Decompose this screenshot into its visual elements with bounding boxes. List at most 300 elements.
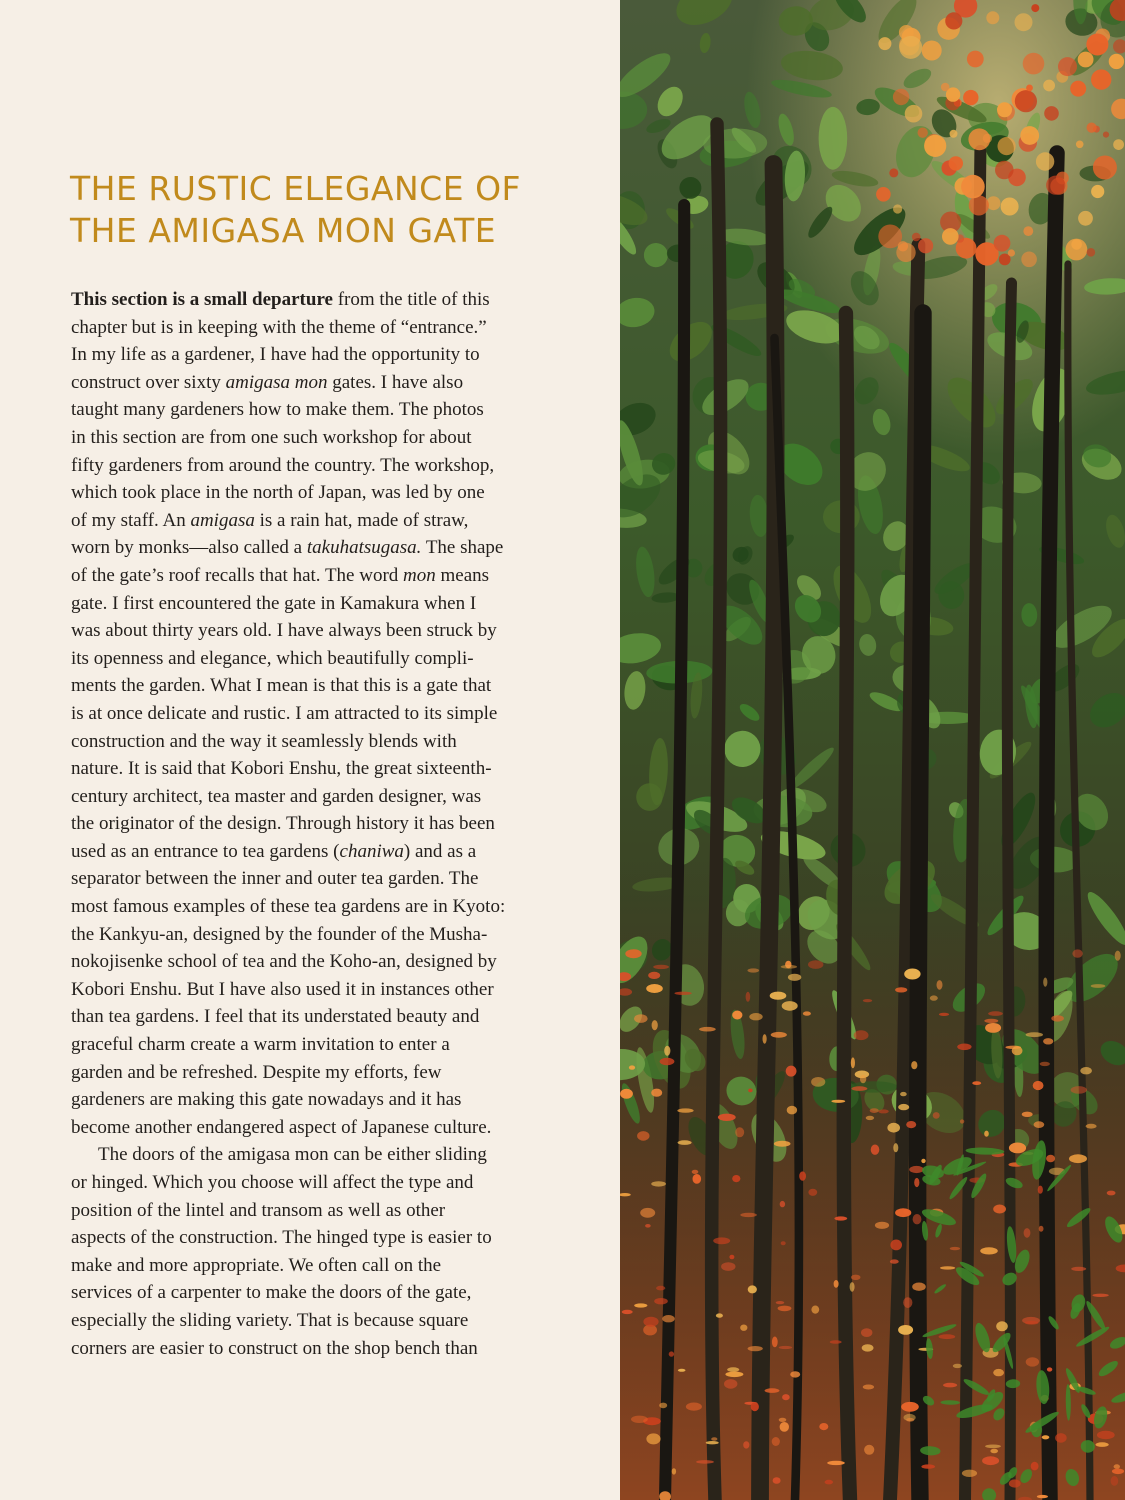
fallen-leaf [625,949,641,958]
fallen-leaf [770,992,787,1000]
text-run: especially the sliding variety. That is because square [71,1309,469,1331]
fallen-leaf [803,1011,811,1015]
maple-leaf [1031,4,1039,12]
text-line [71,562,571,590]
fallen-leaf [678,1140,692,1145]
fallen-leaf [629,1065,635,1069]
text-run: in this section are from one such workshop for about [71,426,472,448]
fallen-leaf [866,1116,874,1120]
fallen-leaf [911,1061,917,1069]
maple-leaf [1066,239,1088,261]
text-run: The doors of the amigasa mon can be either sliding [98,1144,487,1166]
text-line [71,314,571,342]
maple-leaf [1091,69,1111,89]
fallen-leaf [993,1205,1006,1214]
fallen-leaf [672,1468,676,1474]
fallen-leaf [939,1013,949,1016]
fallen-leaf [1107,1191,1116,1196]
maple-leaf [1036,152,1054,170]
fallen-leaf [674,992,691,995]
fallen-leaf [634,1303,647,1307]
fallen-leaf [1051,1015,1064,1021]
text-run: position of the lintel and transom as well as other [71,1199,446,1221]
fallen-leaf [893,1143,898,1152]
text-line [71,810,571,838]
fallen-leaf [1009,1479,1021,1487]
maple-leaf [997,102,1012,117]
fallen-leaf [850,1282,855,1292]
fallen-leaf [693,1174,702,1184]
maple-leaf [995,161,1014,180]
text-run: services of a carpenter to make the doors of the gate, [71,1282,472,1304]
italic-term: amigasa mon [225,371,328,393]
fallen-leaf [990,1449,998,1454]
maple-leaf [1086,34,1108,56]
maple-leaf [1078,211,1093,226]
maple-leaf [994,235,1011,252]
italic-term: takuhatsugasa. [306,537,422,559]
title-line-1: THE RUSTIC ELEGANCE OF [70,169,522,208]
text-run: gates. I have also [327,371,464,393]
fallen-leaf [914,1178,919,1187]
fallen-leaf [953,1364,962,1368]
fallen-leaf [950,1247,960,1250]
maple-leaf [1076,141,1084,149]
text-run: separator between the inner and outer tea garden. The [71,868,479,890]
fallen-leaf [834,1216,847,1220]
text-line [71,1031,571,1059]
lead-in-bold: This section is a small departure [71,289,333,310]
maple-leaf [1087,123,1097,133]
text-line [71,590,571,618]
fallen-leaf [825,1480,833,1485]
text-line [71,948,571,976]
fallen-leaf [751,1402,759,1411]
italic-term: mon [403,564,436,586]
fallen-leaf [895,987,907,992]
fallen-leaf [646,1433,660,1444]
maple-leaf [1109,54,1124,69]
fallen-leaf [779,1346,792,1349]
maple-leaf [986,11,999,24]
fallen-leaf [740,1213,757,1217]
maple-leaf [1113,139,1124,150]
text-line [71,1252,571,1280]
text-line [71,976,571,1004]
text-line [71,1307,571,1335]
text-line [71,672,571,700]
fallen-leaf [732,1175,740,1182]
fallen-leaf [669,1351,674,1356]
fallen-leaf [660,1058,675,1065]
fallen-leaf [921,1464,935,1468]
fallen-leaf [1026,1357,1039,1366]
fallen-leaf [903,1297,912,1308]
text-run: from the title of this [332,289,490,310]
fallen-leaf [962,1470,977,1477]
fallen-leaf [1026,1032,1043,1037]
maple-leaf [950,130,958,138]
forest-photo-illustration [620,0,1125,1500]
forest-photo [620,0,1125,1500]
fallen-leaf [743,1441,749,1448]
maple-leaf [922,41,942,61]
text-run: aspects of the construction. The hinged type is easier to [71,1227,492,1249]
fallen-leaf [620,1089,633,1099]
fallen-leaf [776,1301,785,1304]
text-line [71,1335,571,1363]
text-run: is at once delicate and rustic. I am attracted to its simple [71,702,498,724]
maple-leaf [1001,198,1019,216]
fallen-leaf [1080,1067,1092,1074]
text-line [71,534,571,562]
fallen-leaf [875,1222,889,1229]
fallen-leaf [870,1108,879,1113]
fallen-leaf [1111,1476,1119,1486]
text-run: of the gate’s roof recalls that hat. The word [71,564,404,586]
maple-leaf [924,135,946,157]
italic-term: amigasa [190,509,255,531]
fallen-leaf [1034,1121,1045,1128]
fallen-leaf [747,968,759,972]
fallen-leaf [772,1437,780,1446]
fallen-leaf [831,1100,845,1103]
fallen-leaf [808,1189,817,1196]
fallen-leaf [898,1104,909,1110]
text-line [71,369,571,397]
fallen-leaf [640,1208,655,1218]
text-run: the Kankyu-an, designed by the founder of the Musha- [71,923,488,945]
text-line [71,1114,571,1142]
text-line [71,1003,571,1031]
maple-leaf [1021,251,1037,267]
text-line [71,700,571,728]
fallen-leaf [985,1445,1001,1449]
fallen-leaf [781,965,797,969]
fallen-leaf [771,1032,787,1038]
text-run: nokojisenke school of tea and the Koho-an, designed by [71,951,497,973]
fallen-leaf [811,1306,819,1314]
fallen-leaf [664,1046,670,1056]
fallen-leaf [904,969,920,980]
maple-leaf [899,36,922,59]
fallen-leaf [988,1011,1003,1016]
maple-leaf [1008,249,1015,256]
text-line [71,1059,571,1087]
maple-leaf [1078,52,1094,68]
maple-leaf [961,175,985,199]
text-run: garden and be refreshed. Despite my efforts, few [71,1061,442,1083]
fallen-leaf [718,1114,736,1121]
text-line [71,286,571,314]
maple-leaf [1070,81,1086,97]
fallen-leaf [654,1298,668,1304]
fallen-leaf [939,1334,956,1339]
fallen-leaf [864,1445,874,1455]
fallen-leaf [895,1208,911,1217]
fallen-leaf [1047,1367,1052,1371]
fallen-leaf [1096,1442,1109,1447]
fallen-leaf [1040,1062,1050,1066]
text-line [71,921,571,949]
text-line [71,424,571,452]
fallen-leaf [1037,1495,1048,1498]
text-run: taught many gardeners how to make them. The photos [71,399,484,421]
maple-leaf [918,128,928,138]
fallen-leaf [774,1141,791,1147]
fallen-leaf [646,984,663,993]
fallen-leaf [912,1283,926,1291]
maple-leaf [876,187,891,202]
text-run: Kobori Enshu. But I have also used it in instances other [71,978,494,1000]
fallen-leaf [696,1460,714,1464]
text-line [71,728,571,756]
fallen-leaf [765,1388,780,1393]
fallen-leaf [651,1089,662,1097]
text-run: than tea gardens. I feel that its understated beauty and [71,1006,480,1028]
text-line [71,893,571,921]
fallen-leaf [735,1127,744,1137]
fallen-leaf [863,999,872,1002]
fallen-leaf [906,1121,916,1128]
fallen-leaf [648,972,660,979]
text-line [71,1086,571,1114]
fallen-leaf [1086,1124,1097,1129]
maple-leaf [967,51,984,68]
fallen-leaf [622,1310,633,1314]
fallen-leaf [972,1081,981,1085]
fallen-leaf [940,1266,955,1269]
text-run: its openness and elegance, which beautifully compli- [71,647,474,669]
fallen-leaf [786,1066,797,1077]
fallen-leaf [749,1013,762,1020]
fallen-leaf [740,1325,747,1331]
section-title [70,168,590,252]
fallen-leaf [1031,1462,1039,1471]
text-run: construct over sixty [71,371,226,393]
maple-leaf [1046,176,1065,195]
fallen-leaf [678,1369,686,1372]
maple-leaf [949,156,963,170]
fallen-leaf [790,1371,800,1377]
fallen-leaf [787,1106,797,1115]
maple-leaf [1043,80,1055,92]
fallen-leaf [909,1166,924,1173]
tree-trunk [844,313,850,1500]
fallen-leaf [799,1171,806,1180]
fallen-leaf [780,1201,785,1207]
fallen-leaf [643,1317,658,1327]
fallen-leaf [772,1337,778,1348]
maple-leaf [1058,57,1077,76]
fallen-leaf [1071,1086,1087,1094]
fallen-leaf [996,1321,1008,1331]
fallen-leaf [890,1240,902,1251]
text-line [71,1141,571,1169]
fallen-leaf [900,1092,907,1096]
fallen-leaf [1042,1435,1050,1439]
fallen-leaf [637,1131,649,1141]
fallen-leaf [1092,1294,1108,1297]
fallen-leaf [686,1403,702,1411]
fallen-leaf [634,1014,648,1023]
fallen-leaf [1043,1038,1053,1044]
fallen-leaf [1097,1431,1115,1439]
fallen-leaf [779,1418,787,1422]
text-line [71,507,571,535]
fallen-leaf [732,1011,742,1020]
maple-leaf [968,128,990,150]
fallen-leaf [748,1089,752,1093]
fallen-leaf [656,1286,665,1291]
fallen-leaf [984,1019,998,1023]
fallen-leaf [781,1241,786,1245]
text-run: of my staff. An [71,509,191,531]
text-run: graceful charm create a warm invitation to enter a [71,1034,450,1056]
text-run: nature. It is said that Kobori Enshu, the great sixteenth- [71,758,492,780]
fallen-leaf [984,1131,989,1137]
fallen-leaf [851,1057,855,1068]
tree-trunk [1007,283,1011,1500]
fallen-leaf [692,1170,699,1174]
fallen-leaf [653,965,669,969]
maple-leaf [905,105,923,123]
maple-leaf [963,90,978,105]
text-run: In my life as a gardener, I have had the opportunity to [71,344,480,366]
fallen-leaf [778,1306,792,1312]
fallen-leaf [662,1315,675,1322]
fallen-leaf [937,980,943,990]
fallen-leaf [863,1385,874,1390]
fallen-leaf [862,1344,874,1351]
fallen-leaf [887,1123,900,1133]
text-run: which took place in the north of Japan, was led by one [71,482,485,504]
text-line [71,1224,571,1252]
fallen-leaf [713,1237,730,1244]
maple-leaf [1015,90,1037,112]
fallen-leaf [980,1247,998,1254]
fallen-leaf [1022,1112,1033,1117]
fallen-leaf [921,1159,925,1163]
maple-leaf [918,238,933,253]
maple-leaf [889,168,898,177]
fallen-leaf [631,1416,648,1423]
maple-leaf [1023,226,1033,236]
text-line [71,341,571,369]
fallen-leaf [724,1379,737,1389]
fallen-leaf [773,1477,781,1484]
text-line [71,396,571,424]
fallen-leaf [1009,1143,1026,1154]
fallen-leaf [763,1034,767,1044]
maple-leaf [1015,13,1033,31]
text-line [71,1169,571,1197]
maple-leaf [898,241,908,251]
maple-leaf [1020,126,1039,145]
text-run: ments the garden. What I mean is that this is a gate that [71,675,492,697]
fallen-leaf [985,1023,1001,1033]
text-run: chapter but is in keeping with the theme of “entrance.” [71,316,487,338]
fallen-leaf [1069,1154,1087,1163]
fallen-leaf [1091,984,1106,988]
fallen-leaf [943,1383,957,1388]
fallen-leaf [1025,1321,1039,1325]
fallen-leaf [1024,1228,1031,1238]
maple-leaf [893,204,902,213]
fallen-leaf [711,1437,717,1441]
text-run: most famous examples of these tea gardens are in Kyoto: [71,896,506,918]
text-line [71,1197,571,1225]
text-run: or hinged. Which you choose will affect the type and [71,1172,474,1193]
fallen-leaf [651,1181,666,1186]
fallen-leaf [782,1394,790,1400]
fallen-leaf [1072,949,1082,957]
fallen-leaf [748,1346,763,1351]
text-line [71,783,571,811]
maple-leaf [1091,185,1104,198]
fallen-leaf [780,1422,789,1432]
text-run: make and more appropriate. We often call on the [71,1254,442,1276]
maple-leaf [1023,53,1045,75]
italic-term: chaniwa [339,840,404,862]
fallen-leaf [930,995,938,1000]
fallen-leaf [727,1367,739,1372]
text-run: corners are easier to construct on the shop bench than [71,1337,478,1359]
text-line [71,865,571,893]
fallen-leaf [933,1112,940,1119]
fallen-leaf [854,1030,869,1040]
fallen-leaf [811,1077,825,1087]
fallen-leaf [729,1255,734,1260]
fallen-leaf [1033,1081,1044,1090]
title-line-2: THE AMIGASA MON GATE [70,211,497,250]
fallen-leaf [1055,1433,1067,1443]
maple-leaf [1103,132,1109,138]
maple-leaf [1044,106,1059,121]
body-paragraphs [71,286,571,1362]
fallen-leaf [898,1325,913,1335]
fallen-leaf [716,1313,723,1317]
maple-leaf [893,89,909,105]
fallen-leaf [852,1086,868,1091]
fallen-leaf [677,1108,693,1112]
text-run: used as an entrance to tea gardens ( [71,840,340,862]
text-run: means [435,564,490,586]
maple-leaf [998,137,1016,155]
text-line [71,617,571,645]
fallen-leaf [1039,1226,1044,1232]
maple-leaf [941,83,950,92]
maple-leaf [1026,85,1033,92]
fallen-leaf [982,1456,999,1465]
text-run: construction and the way it seamlessly blends with [71,730,457,752]
text-run: the originator of the design. Through history it has been [71,813,495,835]
fallen-leaf [1012,1046,1023,1055]
fallen-leaf [860,1075,866,1084]
fallen-leaf [1114,1464,1120,1469]
maple-leaf [878,37,891,50]
fallen-leaf [906,1418,914,1422]
text-run: century architect, tea master and garden designer, was [71,785,482,807]
text-run: gate. I first encountered the gate in Kamakura when I [71,592,477,614]
fallen-leaf [913,1214,922,1224]
fallen-leaf [1046,1155,1055,1162]
fallen-leaf [706,1441,719,1444]
fallen-leaf [960,1119,964,1123]
fallen-leaf [699,1027,716,1032]
text-line [71,1279,571,1307]
text-run: is a rain hat, made of straw, [254,509,469,531]
